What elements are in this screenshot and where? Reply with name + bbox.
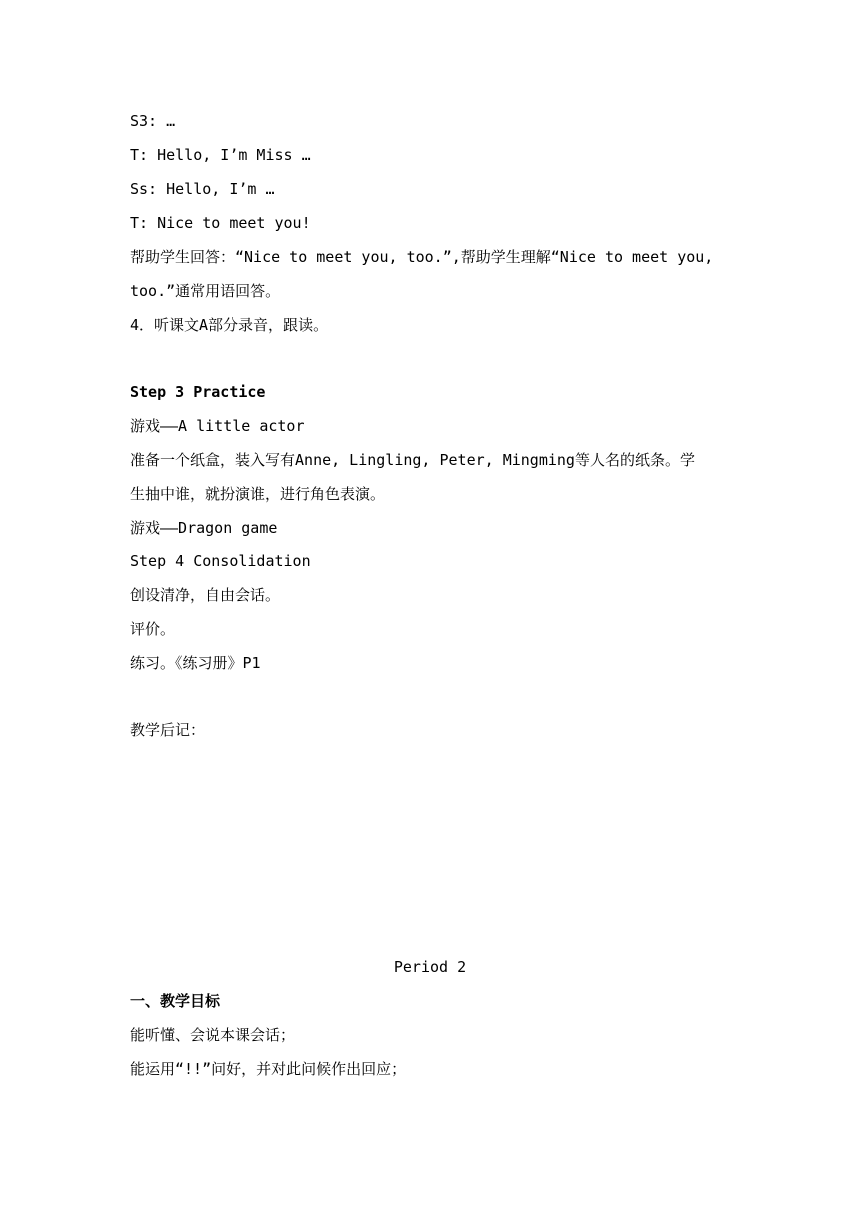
game-description-line-continued: 生抽中谁，就扮演谁，进行角色表演。 <box>130 485 386 503</box>
period-title: Period 2 <box>393 958 467 976</box>
section-heading-consolidation: Step 4 Consolidation <box>130 552 311 570</box>
consolidation-item-conversation: 创设清净，自由会话。 <box>130 586 281 604</box>
teaching-notes-label: 教学后记： <box>130 721 206 739</box>
section-heading-teaching-goals: 一、教学目标 <box>130 992 221 1010</box>
instruction-line-continued: too.”通常用语回答。 <box>130 282 281 300</box>
game-dragon: 游戏——Dragon game <box>130 519 278 537</box>
teaching-goal-item-1: 能听懂、会说本课会话； <box>130 1026 296 1044</box>
teaching-goal-item-2: 能运用“!!”问好，并对此问候作出回应； <box>130 1060 407 1078</box>
dialogue-line-students-hello: Ss: Hello, I’m … <box>130 180 275 198</box>
listen-and-repeat-item: 4．听课文A部分录音，跟读。 <box>130 316 329 334</box>
game-description-line: 准备一个纸盒，装入写有Anne, Lingling, Peter, Mingming等人名的纸条。学 <box>130 451 695 469</box>
dialogue-line-teacher-hello: T: Hello, I’m Miss … <box>130 146 311 164</box>
dialogue-line-nice-to-meet: T: Nice to meet you! <box>130 214 311 232</box>
instruction-line: 帮助学生回答：“Nice to meet you, too.”,帮助学生理解“Nice to meet you, <box>130 248 714 266</box>
section-heading-practice: Step 3 Practice <box>130 383 266 401</box>
consolidation-item-workbook: 练习。《练习册》P1 <box>130 654 261 672</box>
game-little-actor: 游戏——A little actor <box>130 417 305 435</box>
dialogue-line-s3: S3: … <box>130 112 176 130</box>
consolidation-item-evaluation: 评价。 <box>130 620 176 638</box>
